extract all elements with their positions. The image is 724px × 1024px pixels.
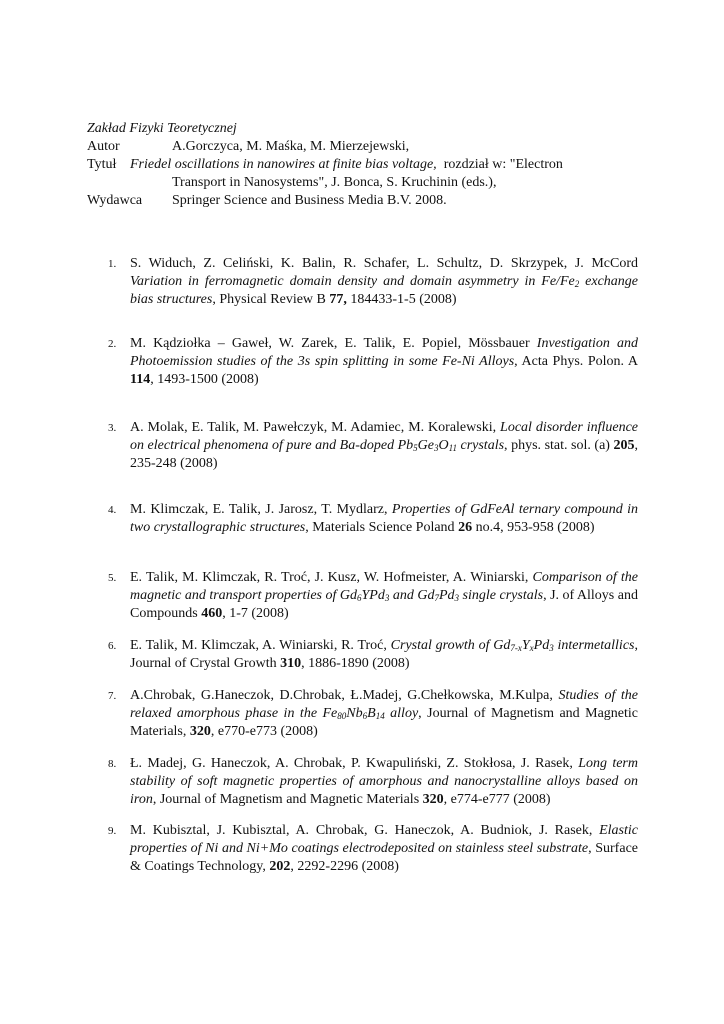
reference-journal: , Journal of Magnetism and Magnetic Materials [152, 792, 423, 807]
reference-pages: , 1886-1890 (2008) [301, 656, 410, 671]
reference-authors: A. Molak, E. Talik, M. Pawełczyk, M. Adamiec, M. Koralewski, [130, 420, 501, 435]
reference-volume: 320 [422, 792, 444, 807]
reference-text [130, 687, 638, 741]
reference-journal: , Journal of Magnetism and Magnetic Materials, [130, 706, 639, 739]
reference-authors: M. Klimczak, E. Talik, J. Jarosz, T. Mydlarz, [130, 502, 392, 517]
reference-number: 2. [108, 338, 117, 350]
reference-title: Long term stability of soft magnetic properties of amorphous and nanocrystalline alloys based on iron [130, 756, 638, 807]
reference-volume: 320 [189, 724, 211, 739]
reference-number: 6. [108, 640, 117, 652]
reference-pages: , 1-7 (2008) [222, 606, 289, 621]
reference-text [130, 569, 638, 623]
reference-journal: , Physical Review B [212, 292, 330, 307]
reference-text [130, 637, 638, 673]
reference-number: 4. [108, 504, 117, 516]
reference-pages: , e774-e777 (2008) [443, 792, 551, 807]
reference-pages: , 235-248 (2008) [130, 438, 638, 471]
reference-journal: , Materials Science Poland [305, 520, 459, 535]
reference-volume: 205 [613, 438, 635, 453]
reference-title: Investigation and Photoemission studies of the 3s spin splitting in some Fe-Ni Alloys [130, 336, 638, 369]
reference-authors: S. Widuch, Z. Celiński, K. Balin, R. Schafer, L. Schultz, D. Skrzypek, J. McCord [130, 256, 638, 271]
reference-title: Variation in ferromagnetic domain density and domain asymmetry in $Fe/Fe_2$ exchange bias structures [130, 274, 638, 307]
reference-volume: 26 [458, 520, 473, 535]
reference-number: 8. [108, 758, 117, 770]
author-label: Autor [87, 139, 120, 154]
reference-volume: 77, [329, 292, 347, 307]
title-value: Friedel oscillations in nanowires at finite bias voltage, [130, 157, 437, 172]
reference-pages: 184433-1-5 (2008) [346, 292, 457, 307]
publisher-label: Wydawca [87, 193, 143, 208]
reference-number: 7. [108, 690, 117, 702]
reference-title: Properties of GdFeAl ternary compound in two crystallographic structures [130, 502, 639, 535]
reference-pages: , e770-e773 (2008) [210, 724, 318, 739]
reference-pages: , 2292-2296 (2008) [290, 859, 399, 874]
reference-title: Studies of the relaxed amorphous phase in the $Fe_{80}Nb_6B_{14}$ alloy [130, 688, 639, 721]
reference-journal: , Acta Phys. Polon. A [514, 354, 638, 369]
reference-pages: , 1493-1500 (2008) [150, 372, 259, 387]
reference-number: 9. [108, 825, 117, 837]
reference-authors: E. Talik, M. Klimczak, R. Troć, J. Kusz, W. Hofmeister, A. Winiarski, [130, 570, 533, 585]
reference-authors: A.Chrobak, G.Haneczok, D.Chrobak, Ł.Madej, G.Chełkowska, M.Kulpa, [130, 688, 559, 703]
reference-journal: , J. of Alloys and Compounds [130, 588, 638, 621]
department-name: Zakład Fizyki Teoretycznej [87, 121, 237, 136]
reference-text [130, 822, 638, 876]
reference-authors: E. Talik, M. Klimczak, A. Winiarski, R. Troć, [130, 638, 391, 653]
reference-title: Crystal growth of $Gd_{7-x}Y_xPd_3$ intermetallics [390, 638, 635, 653]
author-value: A.Gorczyca, M. Maśka, M. Mierzejewski, [172, 139, 410, 154]
reference-title: Local disorder influence on electrical phenomena of pure and Ba-doped $Pb_5Ge_3O_{11}$ crystals [130, 420, 639, 453]
reference-number: 1. [108, 258, 117, 270]
chapter-continuation: Transport in Nanosystems", J. Bonca, S. Kruchinin (eds.), [172, 175, 497, 190]
reference-number: 3. [108, 422, 117, 434]
reference-authors: M. Kubisztal, J. Kubisztal, A. Chrobak, G. Haneczok, A. Budniok, J. Rasek, [130, 823, 600, 838]
reference-number: 5. [108, 572, 117, 584]
reference-authors: Ł. Madej, G. Haneczok, A. Chrobak, P. Kwapuliński, Z. Stokłosa, J. Rasek, [130, 756, 579, 771]
reference-journal: , Journal of Crystal Growth [130, 638, 638, 671]
reference-journal: , Surface & Coatings Technology, [130, 841, 638, 874]
reference-volume: 114 [130, 372, 151, 387]
reference-volume: 310 [280, 656, 302, 671]
reference-text [130, 755, 638, 809]
reference-text [130, 255, 638, 309]
reference-volume: 202 [269, 859, 291, 874]
reference-title: Elastic properties of Ni and Ni+Mo coatings electrodeposited on stainless steel substrate [130, 823, 638, 856]
publisher-value: Springer Science and Business Media B.V. 2008. [172, 193, 447, 208]
reference-volume: 460 [201, 606, 223, 621]
reference-authors: M. Kądziołka – Gaweł, W. Zarek, E. Talik, E. Popiel, Mössbauer [130, 336, 537, 351]
reference-journal: , phys. stat. sol. (a) [504, 438, 614, 453]
reference-text [130, 335, 638, 389]
chapter-label: rozdział w: "Electron [443, 157, 563, 172]
reference-text [130, 419, 638, 473]
reference-text [130, 501, 638, 537]
reference-pages: no.4, 953-958 (2008) [472, 520, 595, 535]
reference-title: Comparison of the magnetic and transport properties of $Gd_6YPd_3$ and $Gd_7Pd_3$ single crystals [130, 570, 638, 603]
title-label: Tytuł [87, 157, 117, 172]
